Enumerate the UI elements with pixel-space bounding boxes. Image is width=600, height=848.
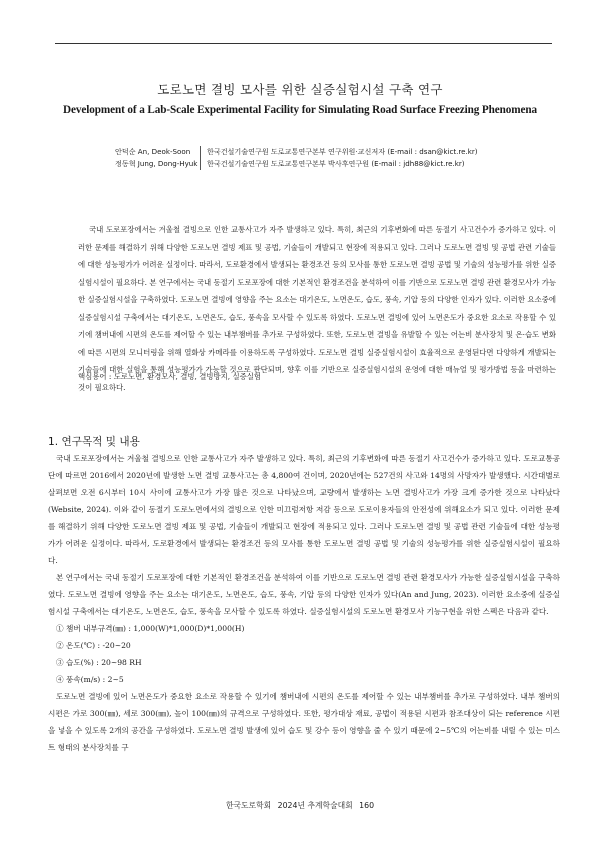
author-block (115, 146, 555, 170)
top-rule (55, 43, 552, 44)
author-row (115, 146, 555, 158)
author-row (115, 158, 555, 170)
body-paragraph: 본 연구에서는 국내 동절기 도로포장에 대한 기본적인 환경조건을 분석하여 이를 기반으로 도로노면 결빙 관련 환경모사가 가능한 실증실험시설을 구축하였다. 도로노면 결빙에 영향을 주는 요소는 대기온도, 노면온도, 습도, 풍속, 기압 등의 다양한 인자가 있다(An and Jung, 2023). 이러한 요소중에 실증실험시설 구축에서는 대기온도, 노면온도, 습도, 풍속을 모사할 수 있도록 하였다. 실증실험시설의 도로노면 환경모사 기능구현을 위한 스펙은 다음과 같다. (48, 573, 560, 616)
section-heading: 1. 연구목적 및 내용 (48, 436, 140, 448)
page-number: 160 (359, 801, 375, 810)
spec-item: ① 챔버 내부규격(㎜) : 1,000(W)*1,000(D)*1,000(H) (56, 624, 245, 633)
abstract: 국내 도로포장에서는 겨울철 결빙으로 인한 교통사고가 자주 발생하고 있다. 특히, 최근의 기후변화에 따른 동절기 사고건수가 증가하고 있다. 이러한 문제를 해결하기 위해 다양한 도로노면 결빙 제표 및 공법, 기술들이 개발되고 현장에 적용되고 있다. 그러나 도로노면 결빙 및 공법 관련 기술들에 대한 성능평가가 어려운 실정이다. 따라서, 도로환경에서 발생되는 환경조건 등의 모사를 통한 도로노면 결빙 공법 및 기술의 성능평가를 위한 실증실험시설이 필요하다. 본 연구에서는 국내 동절기 도로포장에 대한 기본적인 환경조건을 분석하여 이를 기반으로 도로노면 결빙 관련 환경모사가 가능한 실증실험시설을 구축하였다. 도로노면 결빙에 영향을 주는 요소는 대기온도, 노면온도, 습도, 풍속, 기압 등의 다양한 인자가 있다. 이러한 요소중에 실증실험시설 구축에서는 대기온도, 노면온도, 습도, 풍속을 모사할 수 있도록 하였다. 도로노면 결빙에 있어 노면온도가 중요한 요소로 작용할 수 있기에 챔버내에 시편의 온도를 제어할 수 있는 내부챔버를 추가로 구성하였다. 또한, 도로노면 결빙을 유발할 수 있는 어는비 분사장치 및 온·습도 변화에 따른 시편의 모니터링을 위해 열화상 카메라를 이용하도록 구성하였다. 도로노면 결빙 실증실험시설이 효율적으로 운영된다면 다양하게 개발되는 기술들에 대한 실험을 통해 성능평가가 가능할 것으로 판단되며, 향후 이를 기반으로 실증실험시설의 운영에 대한 매뉴얼 및 평가방법 등을 마련하는 것이 필요하다. (78, 225, 556, 392)
footer-event: 2024년 추계학술대회 (277, 801, 353, 810)
body-paragraph: 도로노면 결빙에 있어 노면온도가 중요한 요소로 작용할 수 있기에 챔버내에 시편의 온도를 제어할 수 있는 내부챔버를 추가로 구성하였다. 내부 챔버의 시편은 가로 300(㎜), 세로 300(㎜), 높이 100(㎜)의 규격으로 구성하였다. 또한, 평가대상 재료, 공법이 적용된 시편과 참조대상이 되는 reference 시편을 넣을 수 있도록 2개의 공간을 구성하였다. 도로노면 결빙 발생에 있어 습도 및 강수 등이 영향을 줄 수 있기 때문에 2~5℃의 어는비를 내릴 수 있는 미스트 형태의 분사장치를 구 (48, 692, 560, 752)
author-affiliation: 한국건설기술연구원 도로교통연구본부 박사후연구원 (E-mail : jdh88@kict.re.kr) (207, 159, 465, 168)
page-footer (0, 800, 600, 811)
author-name: 정동혁 Jung, Dong-Hyuk (115, 159, 198, 168)
body-paragraph: 국내 도로포장에서는 겨울철 결빙으로 인한 교통사고가 자주 발생하고 있다. 특히, 최근의 기후변화에 따른 동절기 사고건수가 증가하고 있다. 도로교통공단에 따르면 2016에서 2020년에 발생한 노면 결빙 교통사고는 총 4,800여 건이며, 2020년에는 527건의 사고와 14명의 사망자가 발생했다. 시간대별로 살펴보면 오전 6시부터 10시 사이에 교통사고가 가장 많은 것으로 나타났으며, 교량에서 발생하는 노면 결빙사고가 가장 크게 증가한 것으로 나타났다(Website, 2024). 이와 같이 동절기 도로노면에서의 결빙으로 인한 미끄럼저항 저감 등으로 도로이용자들의 안전성에 위해요소가 되고 있다. 이러한 문제를 해결하기 위해 다양한 도로노면 결빙 제표 및 공법, 기술들이 개발되고 현장에 적용되고 있다. 그러나 도로노면 결빙 및 공법 관련 기술들에 대한 성능평가가 어려운 실정이다. 따라서, 도로환경에서 발생되는 환경조건 등의 모사를 통한 도로노면 결빙 공법 및 기술의 성능평가를 위한 실증실험시설이 필요하다. (48, 454, 560, 565)
author-affiliation: 한국건설기술연구원 도로교통연구본부 연구위원·교신저자 (E-mail : dsan@kict.re.kr) (207, 147, 478, 156)
spec-item: ④ 풍속(m/s) : 2~5 (56, 675, 124, 684)
keywords: 핵심용어 : 도로노면, 환경모사, 결빙, 결빙방지, 실증실험 (78, 372, 262, 381)
paper-title-english: Development of a Lab-Scale Experimental Facility for Simulating Road Surface Freezing Phenomena (63, 104, 537, 116)
author-name: 안덕순 An, Deok-Soon (115, 147, 191, 156)
spec-item: ③ 습도(%) : 20~98 RH (56, 658, 142, 667)
spec-item: ② 온도(℃) : -20~20 (56, 641, 131, 650)
paper-title-korean: 도로노면 결빙 모사를 위한 실증실험시설 구축 연구 (157, 82, 443, 97)
body-text (48, 450, 560, 756)
author-divider (200, 146, 201, 170)
footer-society: 한국도로학회 (225, 801, 272, 810)
